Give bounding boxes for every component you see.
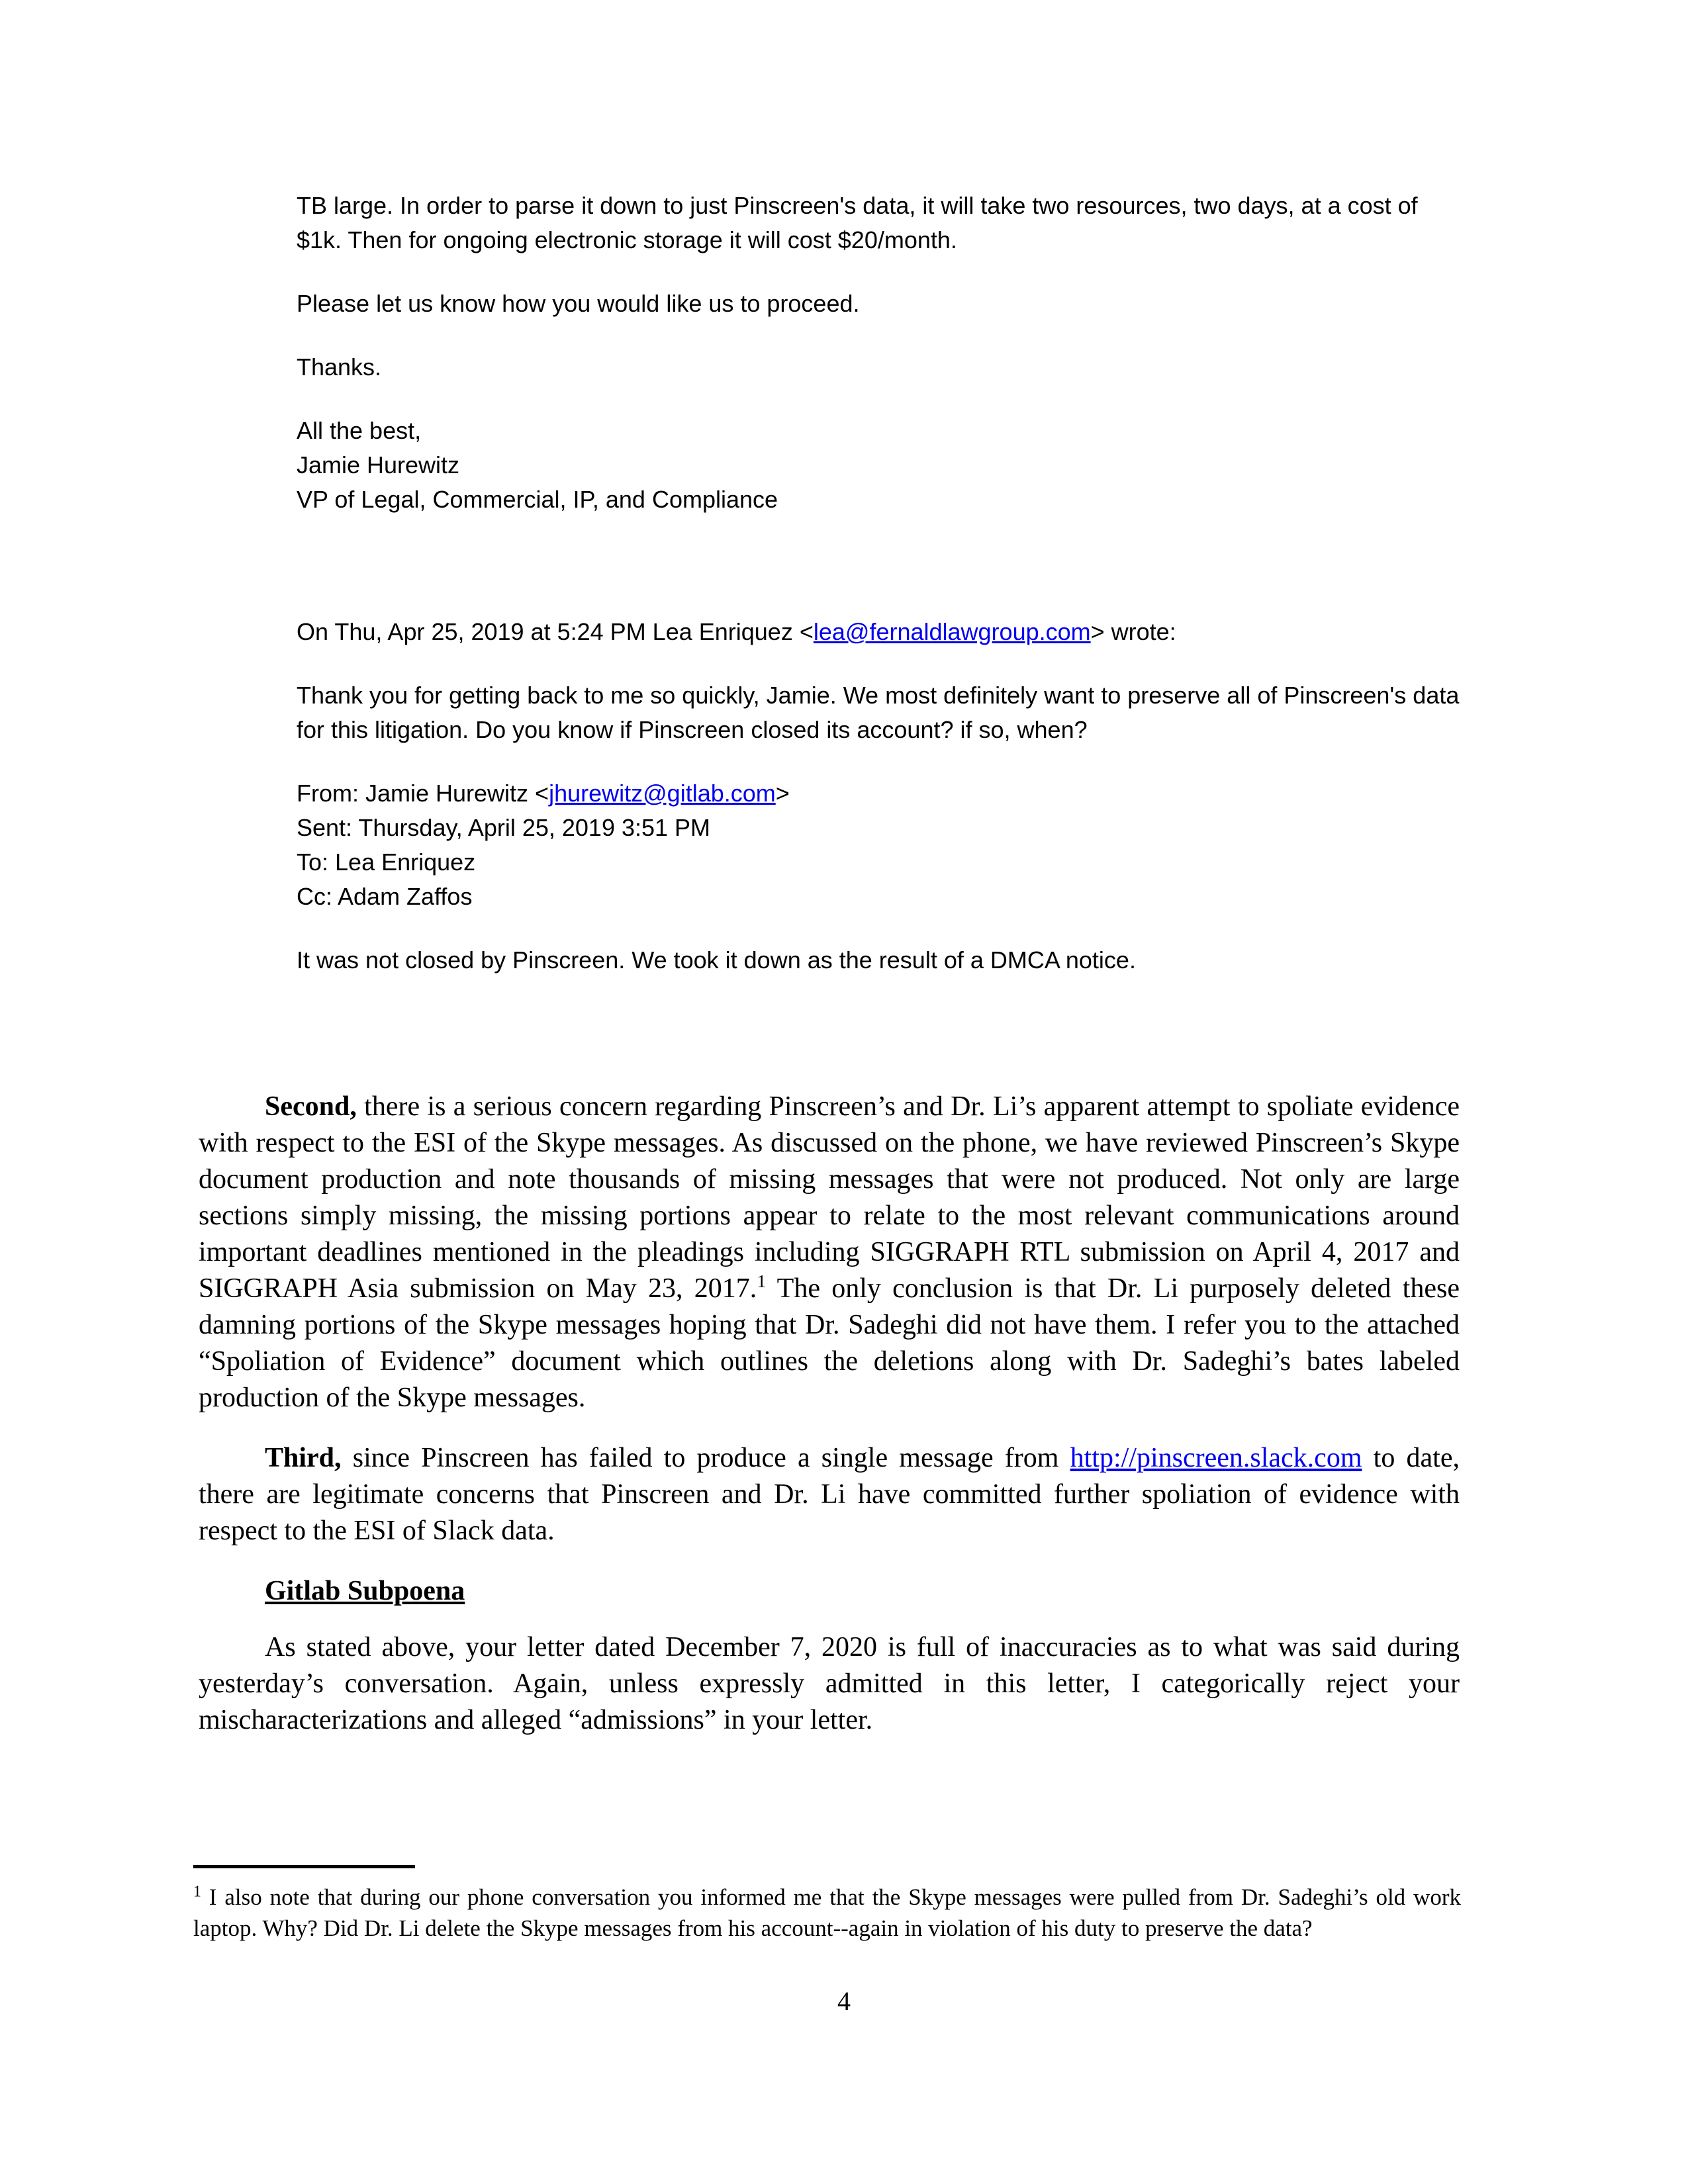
footnote-body: I also note that during our phone conversation you informed me that the Skype messages were pulled from Dr. Sadeghi’s old work laptop. Why? Did Dr. Li delete the Skype messages from his account--again in violation of his duty to preserve the data? (193, 1884, 1461, 1941)
paragraph-second-lead: Second, (265, 1091, 357, 1122)
email-reply-body: Thank you for getting back to me so quickly, Jamie. We most definitely want to preserve all of Pinscreen's data for this litigation. Do you know if Pinscreen closed its account? if so, when? (297, 682, 1460, 743)
email-from-prefix: From: Jamie Hurewitz < (297, 780, 549, 807)
footnote-1 (193, 1882, 1461, 1944)
email-header-cc: Cc: Adam Zaffos (297, 883, 473, 910)
email-signature-title: VP of Legal, Commercial, IP, and Compliance (297, 486, 778, 513)
email-signature-name: Jamie Hurewitz (297, 451, 460, 478)
paragraph-third-text-b: to date, there are legitimate concerns that Pinscreen and Dr. Li have committed further spoliation of evidence with respect to the ESI of Slack data. (199, 1443, 1460, 1546)
letter-body (199, 1089, 1460, 1739)
quoted-email-block (297, 189, 1462, 1007)
from-email-link[interactable]: jhurewitz@gitlab.com (549, 780, 776, 807)
paragraph-second-text-b: The only conclusion is that Dr. Li purposely deleted these damning portions of the Skype messages hoping that Dr. Sadeghi did not have them. I refer you to the attached “Spoliation of Evidence” document which outlines the deletions along with Dr. Sadeghi’s bates labeled production of the Skype messages. (199, 1273, 1460, 1413)
email-dmca-line: It was not closed by Pinscreen. We took it down as the result of a DMCA notice. (297, 946, 1136, 974)
paragraph-second-text-a: there is a serious concern regarding Pinscreen’s and Dr. Li’s apparent attempt to spoliate evidence with respect to the ESI of the Skype messages. As discussed on the phone, we have reviewed Pinscreen’s Skype document production and note thousands of missing messages that were not produced. Not only are large sections simply missing, the missing portions appear to relate to the most relevant communications around important deadlines mentioned in the pleadings including SIGGRAPH RTL submission on April 4, 2017 and SIGGRAPH Asia submission on May 23, 2017. (199, 1091, 1460, 1304)
paragraph-third-text-a: since Pinscreen has failed to produce a single message from (341, 1443, 1070, 1473)
email-continued-paragraph: TB large. In order to parse it down to just Pinscreen's data, it will take two resources, two days, at a cost of $1k. Then for ongoing electronic storage it will cost $20/month. (297, 192, 1418, 253)
email-header-from (297, 776, 1462, 811)
email-wrote-line (297, 615, 1462, 649)
footnote-area (193, 1865, 1461, 1944)
email-header-sent: Sent: Thursday, April 25, 2019 3:51 PM (297, 814, 711, 841)
paragraph-gitlab: As stated above, your letter dated December 7, 2020 is full of inaccuracies as to what was said during yesterday’s conversation. Again, unless expressly admitted in this letter, I categorically reject your mischaracterizations and alleged “admissions” in your letter. (199, 1632, 1460, 1735)
email-spacer (297, 546, 1462, 615)
email-signoff: All the best, (297, 417, 422, 444)
sender-email-link[interactable]: lea@fernaldlawgroup.com (813, 618, 1091, 645)
paragraph-third-lead: Third, (265, 1443, 342, 1473)
paragraph-third (199, 1440, 1460, 1549)
email-wrote-suffix: > wrote: (1090, 618, 1176, 645)
email-proceed-line: Please let us know how you would like us to proceed. (297, 290, 860, 317)
paragraph-second (199, 1089, 1460, 1416)
email-from-suffix: > (775, 780, 790, 807)
email-header-to: To: Lea Enriquez (297, 848, 476, 876)
slack-url-link[interactable]: http://pinscreen.slack.com (1070, 1443, 1362, 1473)
email-wrote-prefix: On Thu, Apr 25, 2019 at 5:24 PM Lea Enriquez < (297, 618, 814, 645)
email-thanks-line: Thanks. (297, 353, 382, 381)
footnote-separator-rule (193, 1865, 415, 1868)
page-number: 4 (837, 1986, 851, 2016)
footnote-reference-1[interactable]: 1 (757, 1271, 767, 1291)
heading-gitlab-subpoena: Gitlab Subpoena (265, 1576, 465, 1606)
footnote-number: 1 (193, 1883, 201, 1901)
